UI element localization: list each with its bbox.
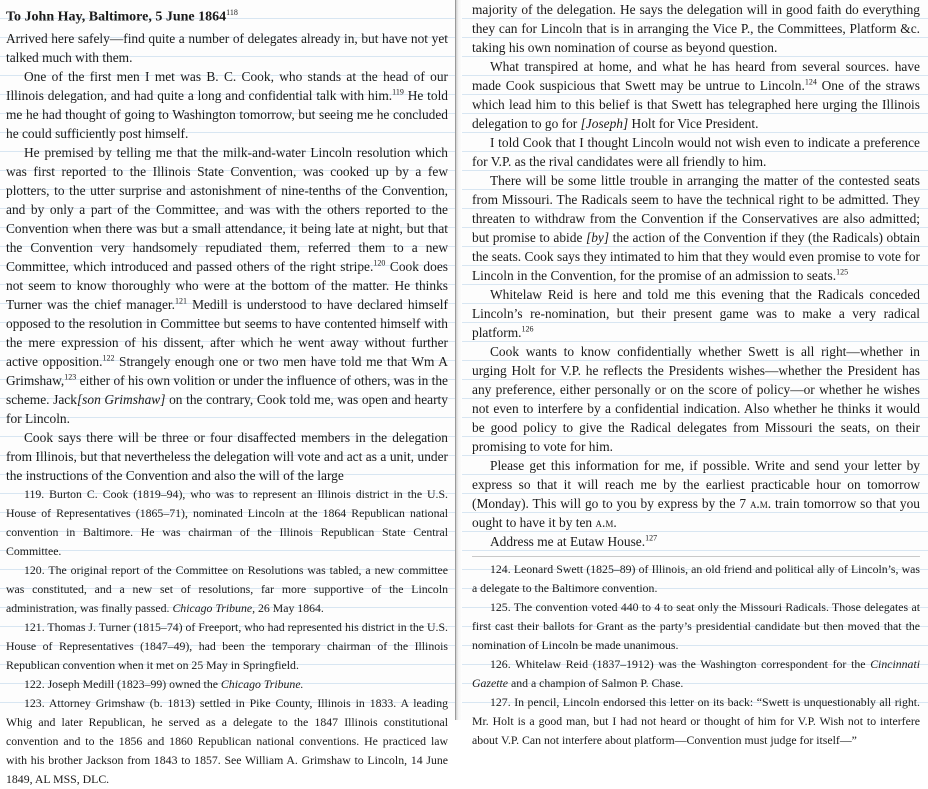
letter-title: To John Hay, Baltimore, 5 June 1864 — [6, 9, 227, 25]
body-paragraph-9: Whitelaw Reid is here and told me this evening that the Radicals conceded Lincoln’s re-nomination, but their present game was to make a very radical platform.$^{126}$ — [472, 287, 920, 340]
body-paragraph-7: I told Cook that I thought Lincoln would not wish even to indicate a preference for V.P. as the rival candidates were all friendly to him. — [472, 135, 920, 169]
left-footnotes — [6, 485, 448, 789]
footnote-125: 125. The convention voted 440 to 4 to seat only the Missouri Radicals. Those delegates at first cast their ballots for Grant as the party’s presidential candidate but then moved that the nomination of Lincoln be made unanimous. — [472, 600, 920, 652]
body-paragraph-4: Cook says there will be three or four disaffected members in the delegation from Illinois, but that nevertheless the delegation will vote and act as a unit, under the instructions of the Convention and also the will of the large — [6, 429, 448, 483]
footnote-ref: 125 — [836, 267, 849, 277]
editorial-insertion: [Joseph] — [580, 116, 629, 131]
body-paragraph-1: Arrived here safely—find quite a number of delegates already in, but have not yet talked much with them. — [6, 30, 448, 65]
footnote-126: 126. Whitelaw Reid (1837–1912) was the Washington correspondent for the Cincinnati Gazette and a champion of Salmon P. Chase. — [472, 657, 920, 690]
editorial-insertion: [son Grimshaw] — [76, 391, 166, 407]
body-paragraph-10: Cook wants to know confidentially whether Swett is all right—whether in urging Holt for V.P. he reflects the Presidents wishes—whether the President has any preference, either personally or on the score of policy—or whether he wishes not even to interfere by a confidential indication. Also whether he thinks it would be good policy to give the Radical delegates from Missouri the seats, on their promising to vote for him. — [472, 344, 920, 454]
body-paragraph-3: He premised by telling me that the milk-and-water Lincoln resolution which was first reported to the Illinois State Convention, was cooked up by a few plotters, to the utter surprise and astonishment of nine-tenths of the Convention, and by only a part of the Committee, and was with the others reported to the Convention when there was but a small attendance, it being late at night, but that the Convention very handsomely repudiated them, referred them to a new Committee, which introduced and passed others of the right stripe.$^{120}$ Cook does not seem to know thoroughly who were at the bottom of the matter. He thinks Turner was the chief manager.$^{121}$ Medill is understood to have declared himself opposed to the resolution in Committee but seems to have contented himself with the mere expression of his dissent, after which he went away without further active opposition.$^{122}$ Strangely enough one or two men have told me that Wm A Grimshaw,$^{123}$ either of his own volition or under the influence of others, was in the scheme. Jack[son Grimshaw] on the contrary, Cook told me, was open and hearty for Lincoln. — [6, 144, 448, 426]
body-paragraph-12: Address me at Eutaw House.$^{127}$ — [490, 533, 658, 549]
footnote-121: 121. Thomas J. Turner (1815–74) of Freeport, who had represented his district in the U.S. House of Representatives (1847–49), had been the temporary chairman of the Illinois Republican convention when it met on 25 May in Springfield. — [6, 619, 448, 672]
body-paragraph-2: One of the first men I met was B. C. Cook, who stands at the head of our Illinois delegation, and had quite a long and confidential talk with him.$^{119}$ He told me he had thought of going to Washington tomorrow, but seeing me he concluded he could sufficiently post himself. — [6, 68, 449, 141]
footnote-ref: 120 — [373, 258, 386, 268]
footnote-119: 119. Burton C. Cook (1819–94), who was to represent an Illinois district in the U.S. House of Representatives (1865–71), nominated Lincoln at the 1864 Republican national convention in Baltimore. He was chairman of the Illinois Republican State Central Committee. — [6, 486, 448, 558]
left-column — [0, 0, 456, 786]
footnote-ref: 126 — [521, 324, 534, 334]
footnote-ref: 119 — [392, 87, 404, 97]
editorial-insertion: [by] — [585, 230, 610, 245]
footnote-122: 122. Joseph Medill (1823–99) owned the Chicago Tribune. — [24, 676, 304, 691]
footnote-separator — [472, 553, 920, 557]
footnote-127: 127. In pencil, Lincoln endorsed this letter on its back: “Swett is unquestionably all right. Mr. Holt is a good man, but I had not heard or thought of him for V.P. Wish not to interfere about V.P. Can not interfere about platform—Convention must judge for itself—” — [472, 695, 920, 747]
footnote-ref: 124 — [804, 77, 817, 87]
right-column — [460, 0, 928, 747]
footnote-120: 120. The original report of the Committee on Resolutions was tabled, a new committee was constituted, and a new set of resolutions, far more supportive of the Lincoln administration, was finally passed. Chicago Tribune, 26 May 1864. — [6, 562, 448, 615]
body-paragraph-6: What transpired at home, and what he has heard from several sources. have made Cook suspicious that Swett may be untrue to Lincoln.$^{124}$ One of the straws which lead him to this belief is that Swett has telegraphed here urging the Illinois delegation to go for [Joseph] Holt for Vice President. — [472, 59, 921, 131]
body-paragraph-11: Please get this information for me, if possible. Write and send your letter by express so that it will reach me by the earliest practicable hour on tomorrow (Monday). This will go to you by express by the 7 a.m. train tomorrow so that you ought to have it by ten a.m. — [472, 458, 920, 530]
right-footnotes — [472, 560, 920, 750]
footnote-ref: 122 — [102, 353, 115, 363]
footnote-ref: 127 — [645, 533, 658, 543]
footnote-ref: 123 — [64, 372, 77, 382]
footnote-124: 124. Leonard Swett (1825–89) of Illinois, an old friend and political ally of Lincoln’s, was a delegate to the Baltimore convention. — [472, 562, 920, 595]
body-paragraph-8: There will be some little trouble in arranging the matter of the contested seats from Missouri. The Radicals seem to have the technical right to be admitted. They threaten to withdraw from the Convention if the Conservatives are also admitted; but promise to abide [by] the action of the Convention if they (the Radicals) obtain the seats. Cook says they intimated to him that they would even promise to vote for Lincoln in the Convention, for the promise of an admission to seats.$^{125}$ — [472, 173, 920, 283]
footnote-ref: 121 — [174, 296, 187, 306]
body-paragraph-5: majority of the delegation. He says the delegation will in good faith do everything they can for Lincoln that is in arranging the Vice P., the Committees, Platform &c. taking his own nomination of course as beyond question. — [472, 2, 920, 55]
footnote-123: 123. Attorney Grimshaw (b. 1813) settled in Pike County, Illinois in 1833. A leading Whig and later Republican, he served as a delegate to the 1847 Illinois constitutional convention and to the 1856 and 1860 Republican national conventions. He practiced law with his brother Jackson from 1843 to 1857. See William A. Grimshaw to Lincoln, 14 June 1849, AL MSS, DLC. — [6, 695, 448, 786]
title-footnote-ref: 118 — [226, 8, 238, 17]
letter-heading — [6, 4, 448, 27]
